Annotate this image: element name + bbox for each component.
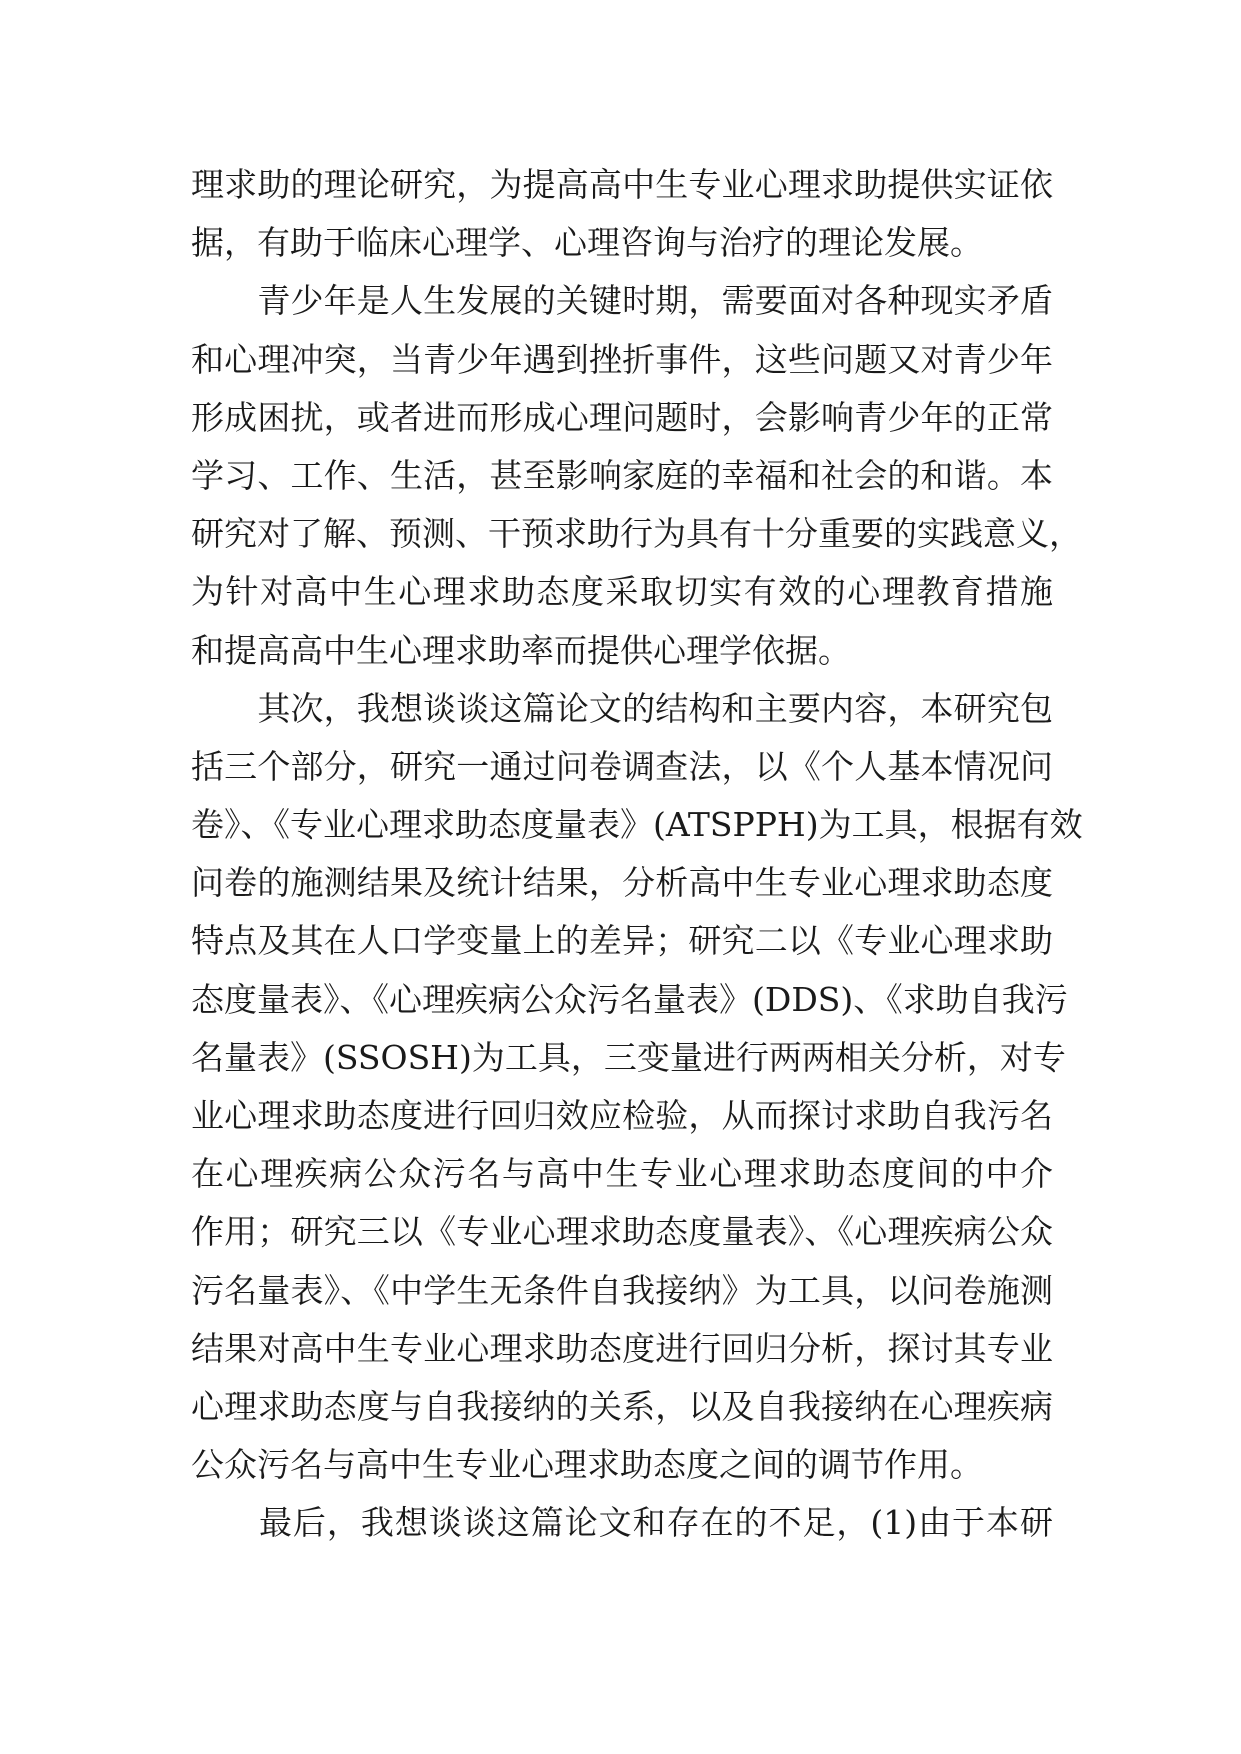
text-line: 括三个部分，研究一通过问卷调查法，以《个人基本情况问 [191,746,1053,786]
text-line: 态度量表》、《心理疾病公众污名量表》(DDS)、《求助自我污 [191,979,1068,1019]
text-line: 特点及其在人口学变量上的差异；研究二以《专业心理求助 [191,921,1053,961]
text-line: 研究对了解、预测、干预求助行为具有十分重要的实践意义， [191,514,1082,554]
text-line: 为针对高中生心理求助态度采取切实有效的心理教育措施 [191,572,1053,612]
text-line: 心理求助态度与自我接纳的关系，以及自我接纳在心理疾病 [191,1386,1053,1426]
text-line: 其次，我想谈谈这篇论文的结构和主要内容，本研究包 [191,688,1053,728]
text-line: 业心理求助态度进行回归效应检验，从而探讨求助自我污名 [191,1096,1053,1135]
body-text [191,156,1083,1553]
text-line: 形成困扰，或者进而形成心理问题时，会影响青少年的正常 [191,397,1053,437]
text-line: 污名量表》、《中学生无条件自我接纳》为工具，以问卷施测 [191,1270,1053,1310]
text-line: 名量表》(SSOSH)为工具，三变量进行两两相关分析，对专 [191,1037,1066,1077]
text-line: 作用；研究三以《专业心理求助态度量表》、《心理疾病公众 [191,1212,1053,1252]
text-line: 据，有助于临床心理学、心理咨询与治疗的理论发展。 [191,223,983,263]
text-line: 卷》、《专业心理求助态度量表》(ATSPPH)为工具，根据有效 [191,805,1083,845]
text-line: 在心理疾病公众污名与高中生专业心理求助态度间的中介 [191,1154,1053,1194]
text-line: 学习、工作、生活，甚至影响家庭的幸福和社会的和谐。本 [191,455,1053,495]
text-line: 结果对高中生专业心理求助态度进行回归分析，探讨其专业 [191,1328,1053,1368]
text-line: 和心理冲突，当青少年遇到挫折事件，这些问题又对青少年 [191,339,1053,379]
text-line: 公众污名与高中生专业心理求助态度之间的调节作用。 [191,1445,983,1485]
text-line: 问卷的施测结果及统计结果，分析高中生专业心理求助态度 [191,863,1053,903]
text-line: 理求助的理论研究，为提高高中生专业心理求助提供实证依 [191,165,1053,204]
text-line: 最后，我想谈谈这篇论文和存在的不足，(1)由于本研 [191,1503,1053,1543]
text-line: 青少年是人生发展的关键时期，需要面对各种现实矛盾 [191,281,1053,321]
text-line: 和提高高中生心理求助率而提供心理学依据。 [191,630,851,670]
